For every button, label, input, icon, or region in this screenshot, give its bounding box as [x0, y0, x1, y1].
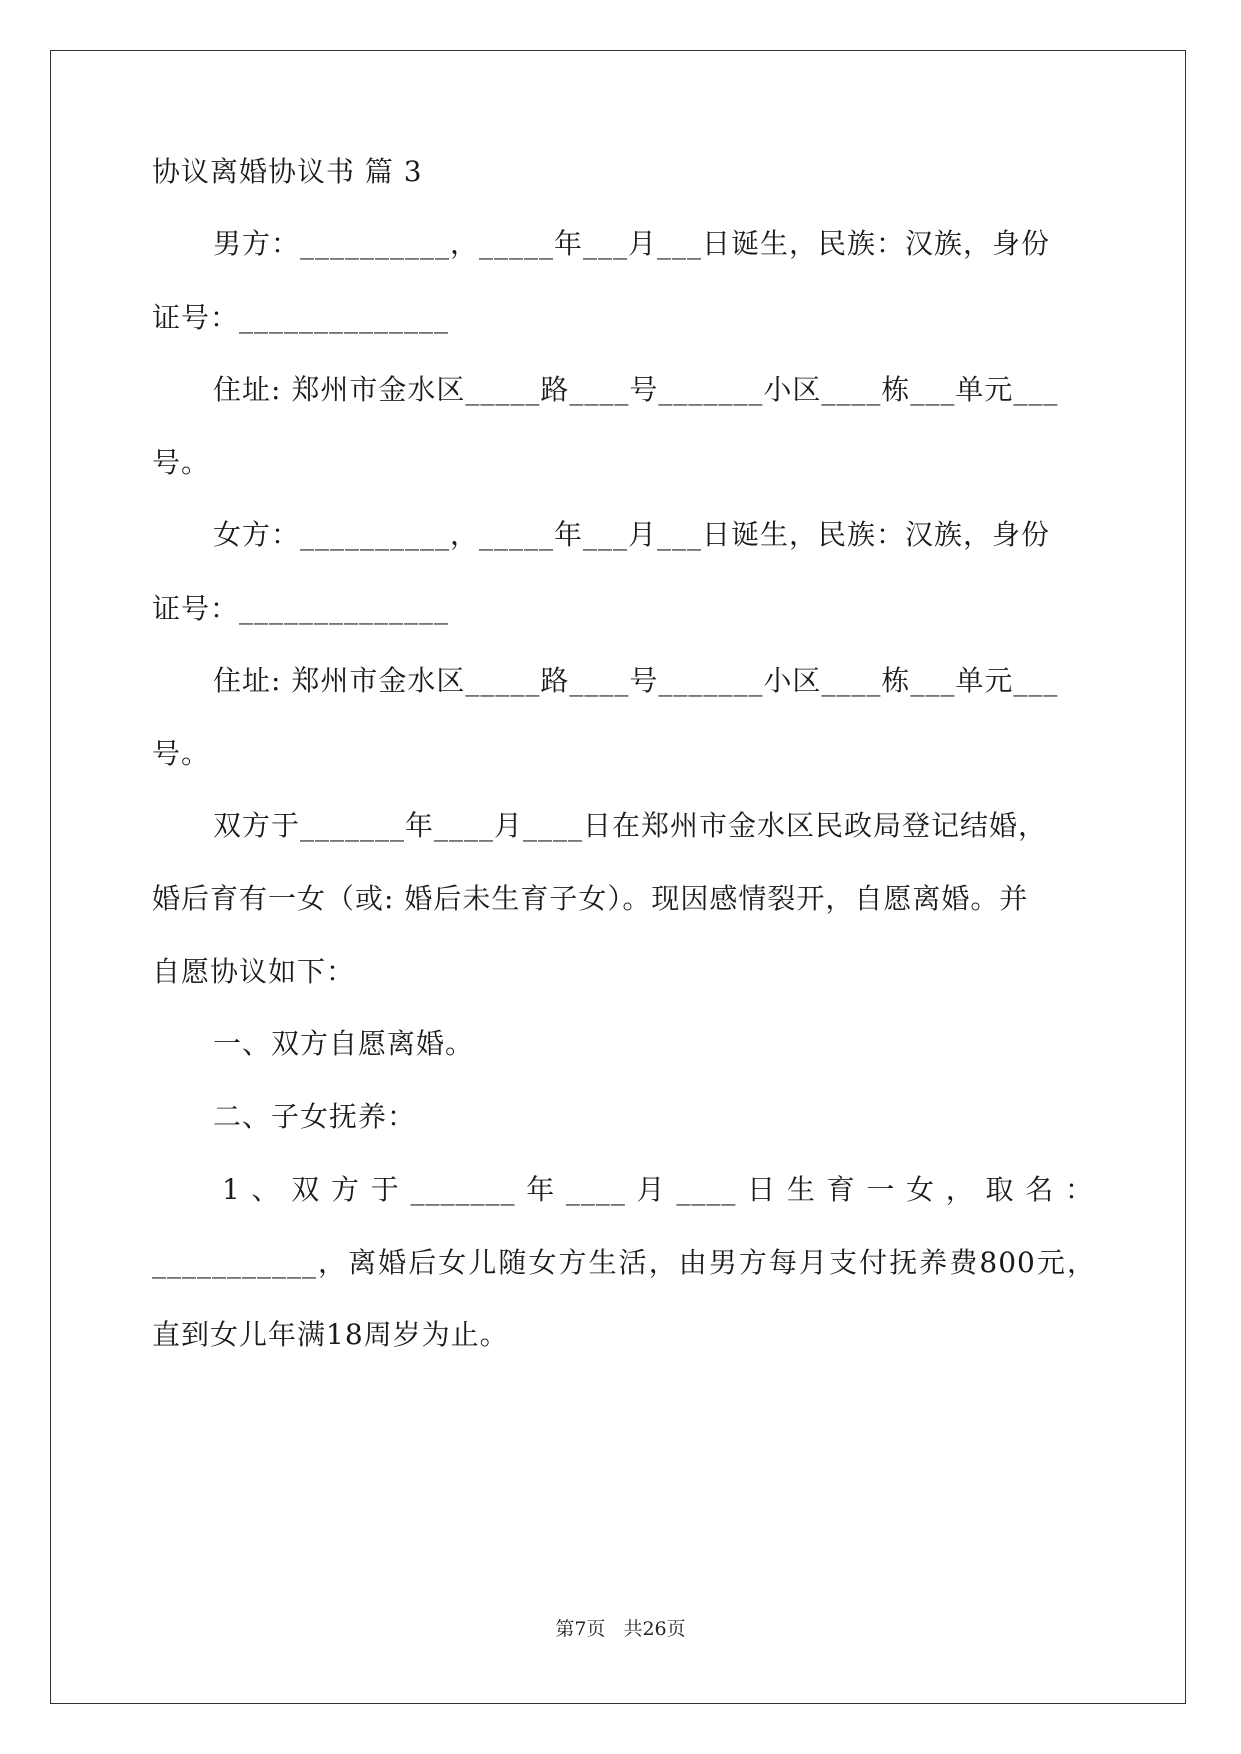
page-number: 第7页: [555, 1618, 606, 1640]
paragraph-marriage-line2: 婚后育有一女（或: 婚后未生育子女）。现因感情裂开，自愿离婚。并: [152, 882, 1029, 915]
paragraph-male-address-line1: 住址: 郑州市金水区_____路____号_______小区____栋___单元___: [213, 373, 1059, 406]
paragraph-female-address-line2: 号。: [152, 737, 211, 770]
clause-two-item1-line1: 1、双方于_______年____月____日生育一女，取名：: [222, 1173, 1094, 1206]
clause-one: 一、双方自愿离婚。: [213, 1027, 475, 1060]
paragraph-male-party-line1: 男方：__________，_____年___月___日诞生，民族：汉族，身份: [213, 227, 1051, 260]
paragraph-male-party-line2: 证号：______________: [152, 301, 450, 334]
paragraph-marriage-line3: 自愿协议如下：: [152, 955, 356, 988]
paragraph-male-address-line2: 号。: [152, 446, 211, 479]
clause-two-item1-line3: 直到女儿年满18周岁为止。: [152, 1318, 509, 1351]
page-footer: [0, 1617, 1241, 1641]
clause-two-item1-line2: ___________，离婚后女儿随女方生活，由男方每月支付抚养费800元，: [152, 1246, 1096, 1279]
paragraph-female-party-line1: 女方：__________，_____年___月___日诞生，民族：汉族，身份: [213, 518, 1051, 551]
page-total: 共26页: [623, 1618, 686, 1640]
clause-two-heading: 二、子女抚养：: [213, 1100, 417, 1133]
document-title: 协议离婚协议书 篇 3: [152, 155, 423, 188]
paragraph-marriage-line1: 双方于_______年____月____日在郑州市金水区民政局登记结婚，: [213, 809, 1048, 842]
paragraph-female-party-line2: 证号：______________: [152, 592, 450, 625]
paragraph-female-address-line1: 住址: 郑州市金水区_____路____号_______小区____栋___单元___: [213, 664, 1059, 697]
page-border: [50, 50, 1186, 1704]
